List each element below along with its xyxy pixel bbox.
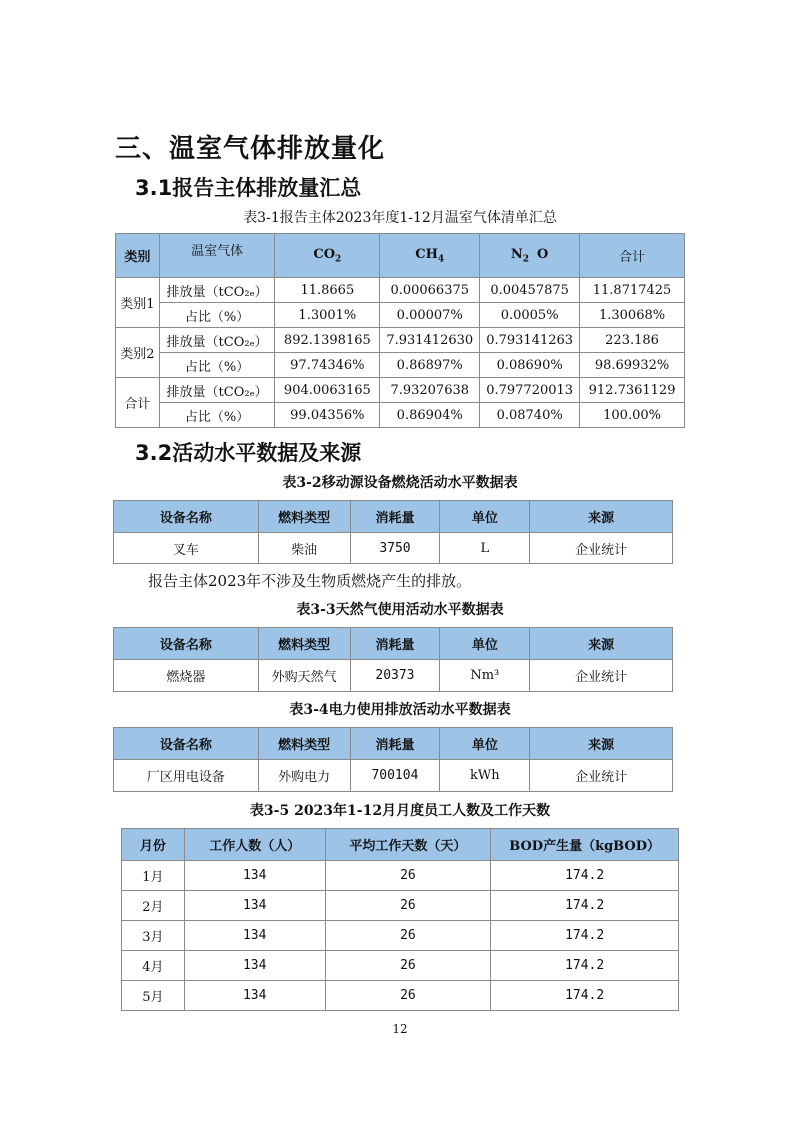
table-cell: 134 — [184, 921, 325, 951]
table2-caption: 表3-2移动源设备燃烧活动水平数据表 — [282, 475, 518, 491]
table-cell: L — [440, 533, 530, 564]
monthly-staff-table — [121, 828, 679, 1011]
table-cell: 0.86904% — [380, 403, 480, 428]
table-cell: 174.2 — [491, 861, 679, 891]
table4-caption: 表3-4电力使用排放活动水平数据表 — [289, 702, 511, 718]
table-cell: 912.7361129 — [580, 378, 685, 403]
table-cell: 134 — [184, 951, 325, 981]
electricity-table — [113, 727, 673, 792]
table-cell: 0.00066375 — [380, 278, 480, 303]
table-cell: 企业统计 — [530, 533, 673, 564]
mobile-source-table — [113, 500, 673, 564]
table-cell: 26 — [325, 921, 491, 951]
header-co2: $CO_2$ — [275, 234, 380, 278]
table3-caption: 表3-3天然气使用活动水平数据表 — [296, 602, 504, 618]
table-cell: 7.931412630 — [380, 328, 480, 353]
table-cell: 厂区用电设备 — [114, 760, 259, 792]
header-ch4: $CH_4$ — [380, 234, 480, 278]
table-cell: 企业统计 — [530, 660, 673, 692]
table-cell: 26 — [325, 951, 491, 981]
table-cell: 柴油 — [258, 533, 350, 564]
table-cell: 700104 — [350, 760, 440, 792]
group-name: 类别1 — [116, 278, 160, 328]
header-gas-label: 温室气体 — [191, 244, 244, 259]
table-cell: 892.1398165 — [275, 328, 380, 353]
table-cell: 0.08690% — [480, 353, 580, 378]
table-cell: 7.93207638 — [380, 378, 480, 403]
table5-caption: 表3-5 2023年1-12月月度员工人数及工作天数 — [249, 803, 551, 819]
table-header: 单位 — [440, 728, 530, 760]
table-cell: 11.8717425 — [580, 278, 685, 303]
table-cell: 1月 — [122, 861, 185, 891]
table-cell: 0.797720013 — [480, 378, 580, 403]
table-cell: Nm³ — [440, 660, 530, 692]
emission-summary-table — [115, 233, 685, 428]
table-header: 来源 — [530, 628, 673, 660]
body-paragraph: 报告主体2023年不涉及生物质燃烧产生的排放。 — [148, 572, 472, 590]
table-cell: 99.04356% — [275, 403, 380, 428]
table-header: 来源 — [530, 728, 673, 760]
table-cell: 904.0063165 — [275, 378, 380, 403]
page-number: 12 — [392, 1022, 408, 1036]
table-header: 燃料类型 — [258, 628, 350, 660]
table-header: 单位 — [440, 628, 530, 660]
header-gas — [159, 234, 275, 278]
table-cell: 燃烧器 — [114, 660, 259, 692]
table-cell: 26 — [325, 981, 491, 1011]
table-cell: 11.8665 — [275, 278, 380, 303]
table-header: 设备名称 — [114, 628, 259, 660]
table-cell: 外购电力 — [258, 760, 350, 792]
table-cell: 0.00007% — [380, 303, 480, 328]
row-label: 排放量（tCO₂ₑ） — [159, 328, 275, 353]
table-header: 平均工作天数（天） — [325, 829, 491, 861]
header-total: 合计 — [580, 234, 685, 278]
table-cell: kWh — [440, 760, 530, 792]
table-cell: 223.186 — [580, 328, 685, 353]
row-label: 排放量（tCO₂ₑ） — [159, 378, 275, 403]
table-cell: 26 — [325, 861, 491, 891]
table-cell: 174.2 — [491, 951, 679, 981]
table-cell: 3月 — [122, 921, 185, 951]
natural-gas-table — [113, 627, 673, 692]
table-cell: 100.00% — [580, 403, 685, 428]
table-cell: 0.0005% — [480, 303, 580, 328]
group-name: 类别2 — [116, 328, 160, 378]
table-cell: 174.2 — [491, 981, 679, 1011]
subsection-title-3-1: 3.1报告主体排放量汇总 — [135, 176, 362, 200]
table-header: 燃料类型 — [258, 728, 350, 760]
table-cell: 26 — [325, 891, 491, 921]
row-label: 占比（%） — [159, 353, 275, 378]
table-cell: 134 — [184, 861, 325, 891]
table-cell: 0.793141263 — [480, 328, 580, 353]
table-cell: 3750 — [350, 533, 440, 564]
table-cell: 97.74346% — [275, 353, 380, 378]
table-cell: 98.69932% — [580, 353, 685, 378]
section-title: 三、温室气体排放量化 — [115, 134, 386, 164]
header-n2o: $N_2$ O — [480, 234, 580, 278]
table-cell: 1.3001% — [275, 303, 380, 328]
row-label: 占比（%） — [159, 303, 275, 328]
table-cell: 134 — [184, 891, 325, 921]
table-cell: 20373 — [350, 660, 440, 692]
table-header: 来源 — [530, 501, 673, 533]
table-cell: 0.00457875 — [480, 278, 580, 303]
table-cell: 134 — [184, 981, 325, 1011]
table-header: 设备名称 — [114, 501, 259, 533]
table-cell: 1.30068% — [580, 303, 685, 328]
table-cell: 0.86897% — [380, 353, 480, 378]
table-header: 设备名称 — [114, 728, 259, 760]
row-label: 占比（%） — [159, 403, 275, 428]
table-header: 月份 — [122, 829, 185, 861]
table-cell: 2月 — [122, 891, 185, 921]
table-header: 消耗量 — [350, 728, 440, 760]
table-header: 消耗量 — [350, 501, 440, 533]
table-header: 燃料类型 — [258, 501, 350, 533]
table-cell: 企业统计 — [530, 760, 673, 792]
table-cell: 174.2 — [491, 921, 679, 951]
table-cell: 外购天然气 — [258, 660, 350, 692]
table-header: 单位 — [440, 501, 530, 533]
header-category: 类别 — [116, 234, 160, 278]
group-name: 合计 — [116, 378, 160, 428]
table-header: 工作人数（人） — [184, 829, 325, 861]
table1-caption: 表3-1报告主体2023年度1-12月温室气体清单汇总 — [243, 210, 557, 226]
row-label: 排放量（tCO₂ₑ） — [159, 278, 275, 303]
table-cell: 0.08740% — [480, 403, 580, 428]
table-cell: 4月 — [122, 951, 185, 981]
table-cell: 174.2 — [491, 891, 679, 921]
table-cell: 5月 — [122, 981, 185, 1011]
subsection-title-3-2: 3.2活动水平数据及来源 — [135, 441, 362, 465]
table-header: BOD产生量（kgBOD） — [491, 829, 679, 861]
table-header: 消耗量 — [350, 628, 440, 660]
table-cell: 叉车 — [114, 533, 259, 564]
